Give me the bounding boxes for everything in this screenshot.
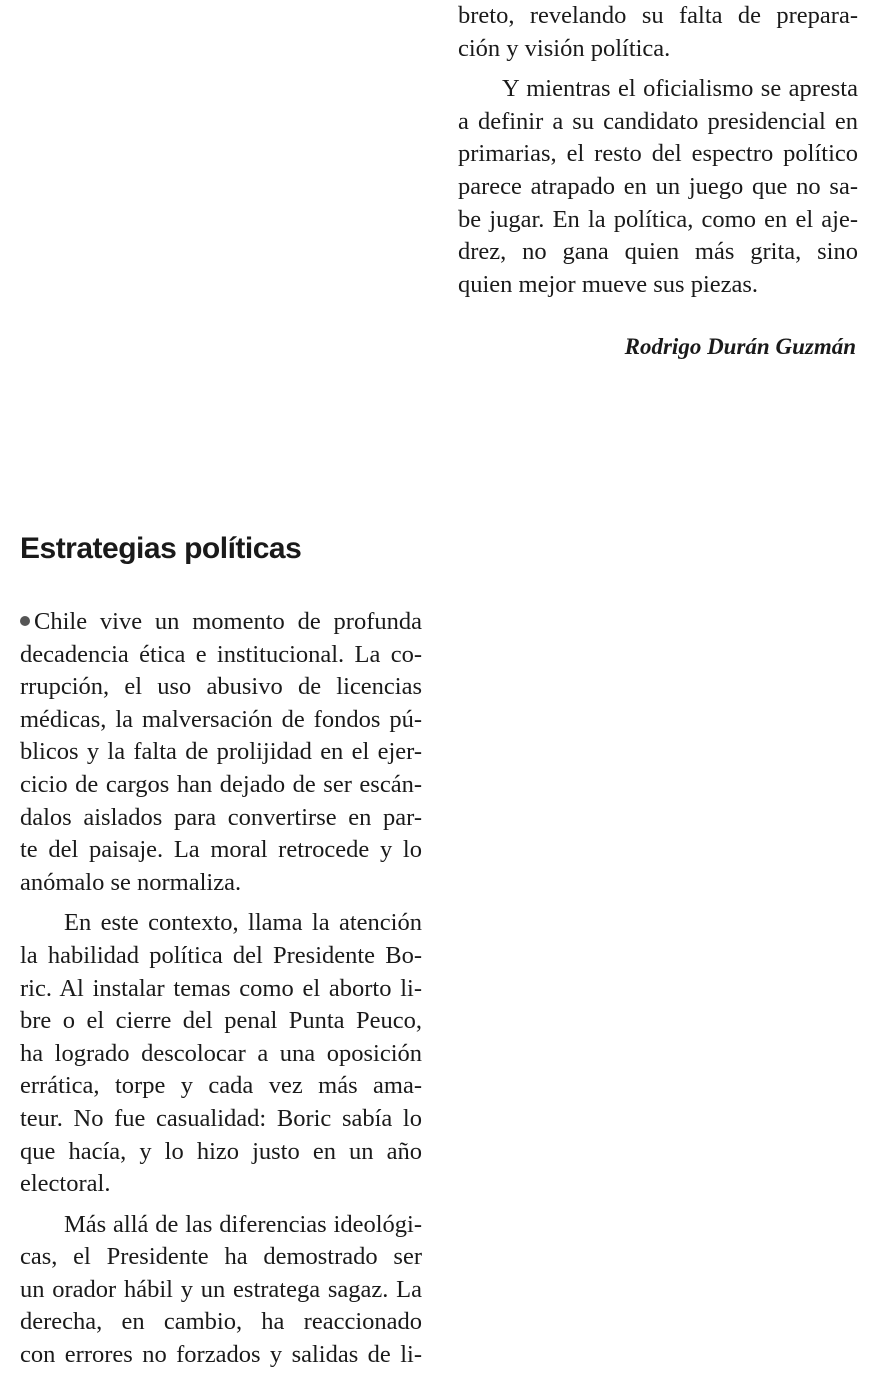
text-line: decadencia ética e institucional. La co- [20, 640, 422, 668]
text-line: quien mejor mueve sus piezas. [458, 270, 759, 298]
text-line: cicio de cargos han dejado de ser escán- [20, 770, 422, 798]
author-signature: Rodrigo Durán Guzmán [624, 334, 856, 359]
text-line: cas, el Presidente ha demostrado ser [20, 1243, 422, 1271]
text-line: que hacía, y lo hizo justo en un año [20, 1137, 422, 1165]
text-line: bre o el cierre del penal Punta Peuco, [20, 1007, 422, 1035]
text-line: a definir a su candidato presidencial en [458, 107, 858, 135]
text-line: primarias, el resto del espectro político [458, 140, 858, 168]
text-line: derecha, en cambio, ha reaccionado [20, 1308, 422, 1336]
text-line: parece atrapado en un juego que no sa- [458, 172, 858, 200]
text-line [20, 606, 422, 639]
text-line: ric. Al instalar temas como el aborto li- [20, 974, 422, 1002]
text-line: ción y visión política. [458, 34, 671, 62]
text-line: dalos aislados para convertirse en par- [20, 803, 422, 831]
text-line-content: Chile vive un momento de profunda [34, 608, 422, 635]
text-line: breto, revelando su falta de prepara- [458, 2, 858, 29]
text-line: rrupción, el uso abusivo de licencias [20, 673, 422, 701]
text-line: blicos y la falta de prolijidad en el ejer- [20, 738, 422, 766]
text-line: con errores no forzados y salidas de li- [20, 1341, 422, 1369]
text-line: te del paisaje. La moral retrocede y lo [20, 836, 422, 864]
bullet-icon [20, 616, 30, 626]
text-line: be jugar. En la política, como en el aje- [458, 205, 858, 233]
text-line: la habilidad política del Presidente Bo- [20, 941, 422, 969]
letter-title: Estrategias políticas [20, 532, 302, 565]
text-line: ha logrado descolocar a una oposición [20, 1039, 422, 1067]
text-line: En este contexto, llama la atención [64, 909, 422, 937]
text-line: teur. No fue casualidad: Boric sabía lo [20, 1104, 422, 1132]
text-line: electoral. [20, 1170, 111, 1198]
text-line: Y mientras el oficialismo se apresta [502, 75, 858, 103]
text-line: Más allá de las diferencias ideológi- [64, 1210, 422, 1238]
text-line: un orador hábil y un estratega sagaz. La [20, 1275, 422, 1303]
text-line: médicas, la malversación de fondos pú- [20, 705, 422, 733]
article-continuation [458, 0, 858, 301]
text-line: anómalo se normaliza. [20, 868, 242, 896]
letter-body [20, 606, 422, 1372]
text-line: drez, no gana quien más grita, sino [458, 238, 858, 266]
text-line: errática, torpe y cada vez más ama- [20, 1072, 422, 1100]
